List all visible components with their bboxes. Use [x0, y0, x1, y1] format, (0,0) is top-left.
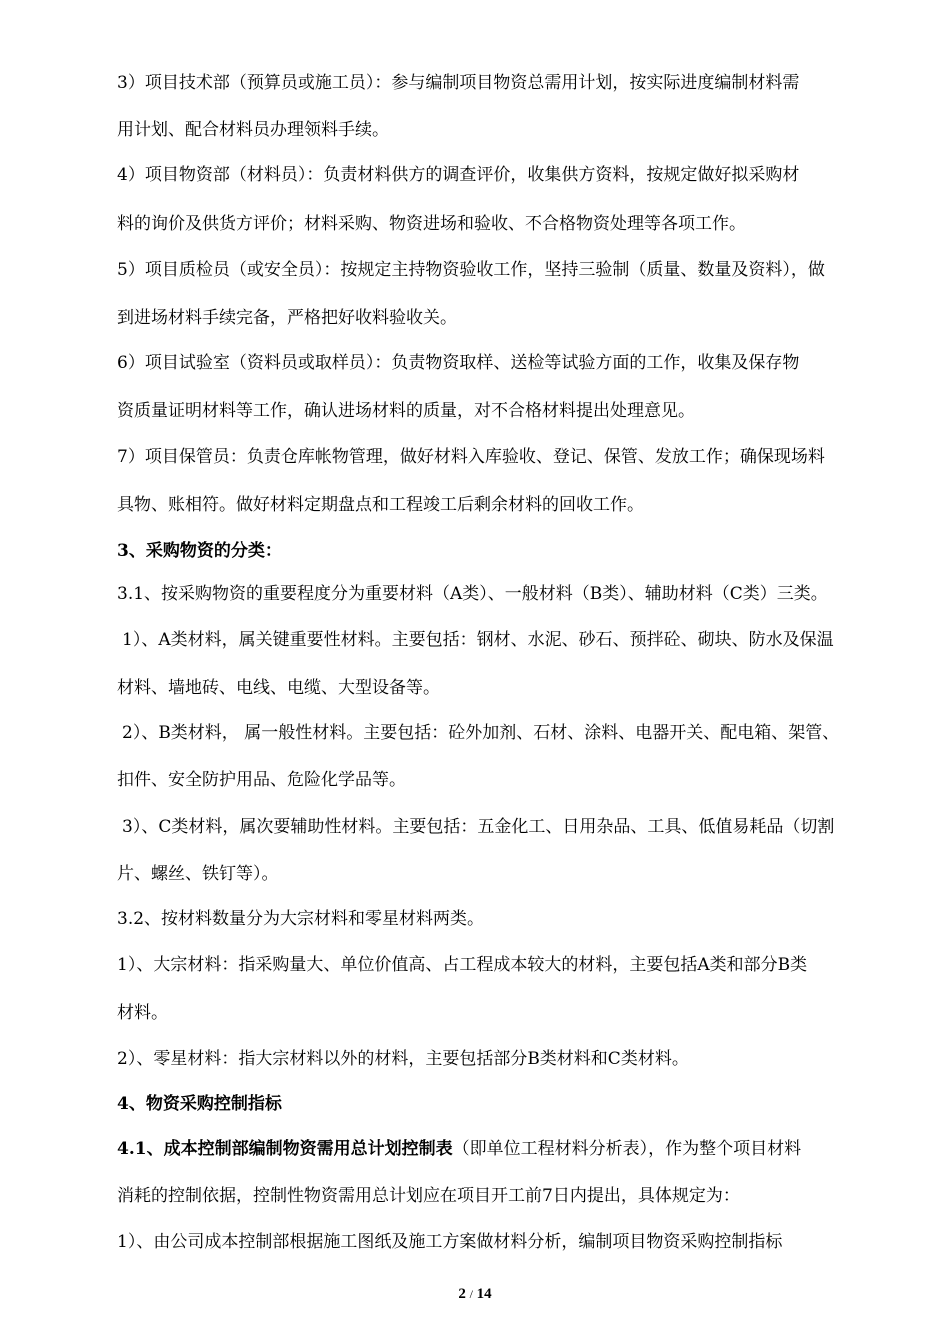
text-line: 3.2、按材料数量分为大宗材料和零星材料两类。: [117, 909, 485, 929]
text-line: 3）、C类材料，属次要辅助性材料。主要包括：五金化工、日用杂品、工具、低值易耗品（切割: [122, 817, 835, 837]
text-line: 2）、零星材料：指大宗材料以外的材料，主要包括部分B类材料和C类材料。: [117, 1049, 689, 1069]
page-number: [0, 1286, 950, 1303]
text-line: 1）、由公司成本控制部根据施工图纸及施工方案做材料分析，编制项目物资采购控制指标: [117, 1232, 783, 1252]
text-line: 1）、大宗材料：指采购量大、单位价值高、占工程成本较大的材料，主要包括A类和部分B类: [117, 955, 808, 975]
text-line: 材料。: [117, 1003, 168, 1023]
text-line: 5）项目质检员（或安全员）：按规定主持物资验收工作，坚持三验制（质量、数量及资料），做: [117, 260, 825, 280]
text-line: 扣件、安全防护用品、危险化学品等。: [117, 770, 406, 790]
text-line: 片、螺丝、铁钉等）。: [117, 864, 279, 884]
page-current: 2: [458, 1286, 466, 1302]
text-line: 2）、B类材料， 属一般性材料。主要包括：砼外加剂、石材、涂料、电器开关、配电箱、架管、: [122, 723, 840, 743]
section-heading: 3、采购物资的分类：: [117, 541, 282, 561]
text-line: 料的询价及供货方评价；材料采购、物资进场和验收、不合格物资处理等各项工作。: [117, 214, 746, 234]
section-heading: 4、物资采购控制指标: [117, 1094, 282, 1114]
text-line: 消耗的控制依据，控制性物资需用总计划应在项目开工前7日内提出，具体规定为：: [117, 1186, 740, 1206]
text-line: 7）项目保管员：负责仓库帐物管理，做好材料入库验收、登记、保管、发放工作；确保现场料: [117, 447, 825, 467]
text-line: 1）、A类材料，属关键重要性材料。主要包括：钢材、水泥、砂石、预拌砼、砌块、防水及保温: [122, 630, 834, 650]
text-continuation: （即单位工程材料分析表），作为整个项目材料: [452, 1139, 802, 1159]
text-line: 3）项目技术部（预算员或施工员）：参与编制项目物资总需用计划，按实际进度编制材料需: [117, 73, 800, 93]
text-line: 6）项目试验室（资料员或取样员）：负责物资取样、送检等试验方面的工作，收集及保存物: [117, 353, 800, 373]
text-line: 用计划、配合材料员办理领料手续。: [117, 120, 389, 140]
text-line: 资质量证明材料等工作，确认进场材料的质量，对不合格材料提出处理意见。: [117, 401, 695, 421]
text-line: 4）项目物资部（材料员）：负责材料供方的调查评价，收集供方资料，按规定做好拟采购材: [117, 165, 800, 185]
text-line: 具物、账相符。做好材料定期盘点和工程竣工后剩余材料的回收工作。: [117, 495, 644, 515]
page-total: 14: [476, 1286, 492, 1302]
text-line: 3.1、按采购物资的重要程度分为重要材料（A类）、一般材料（B类）、辅助材料（C类）三类。: [117, 584, 828, 604]
text-line: 到进场材料手续完备，严格把好收料验收关。: [117, 308, 457, 328]
text-line: 材料、墙地砖、电线、电缆、大型设备等。: [117, 678, 440, 698]
page-separator: /: [469, 1287, 473, 1301]
text-line: [117, 1137, 867, 1161]
bold-subheading: 4.1、成本控制部编制物资需用总计划控制表: [117, 1139, 453, 1159]
